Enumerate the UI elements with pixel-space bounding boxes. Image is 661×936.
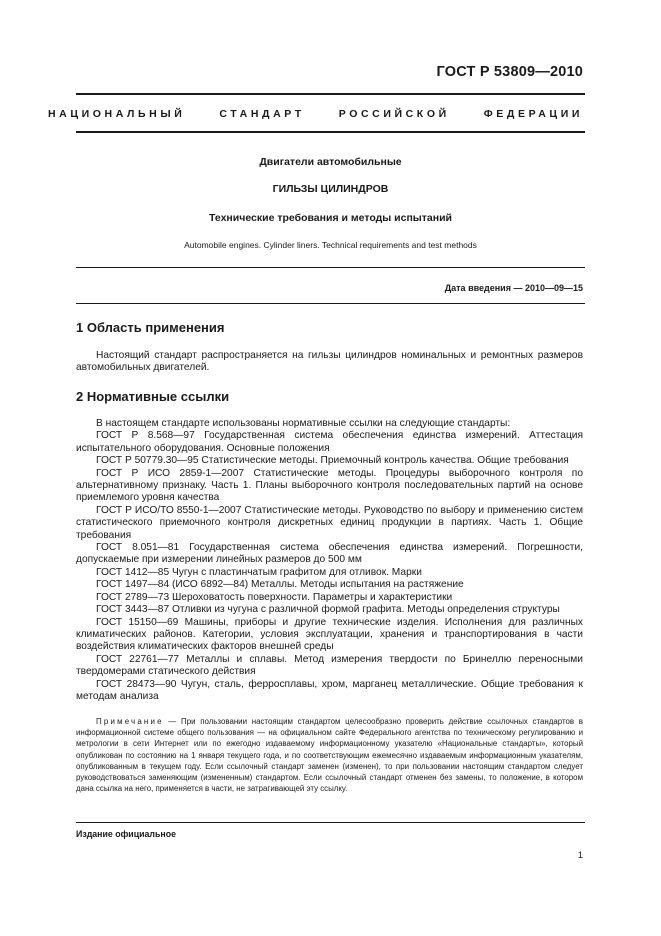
section-1-body xyxy=(76,350,583,375)
references-list xyxy=(76,418,583,703)
reference-item: ГОСТ 1497—84 (ИСО 6892—84) Металлы. Методы испытания на растяжение xyxy=(96,579,464,591)
footer-rule xyxy=(76,822,585,823)
note-block xyxy=(76,716,583,794)
date-rule-top xyxy=(76,267,585,268)
reference-item: ГОСТ Р ИСО 2859-1—2007 Статистические методы. Процедуры выборочного контроля по альтернативному признаку. Часть 1. Планы выборочного контроля последовательных партий на основе приемлемого уровня качества xyxy=(76,467,583,504)
reference-item: ГОСТ 1412—85 Чугун с пластинчатым графитом для отливок. Марки xyxy=(96,566,422,578)
national-standard-banner: НАЦИОНАЛЬНЫЙ СТАНДАРТ РОССИЙСКОЙ ФЕДЕРАЦИИ xyxy=(48,108,583,120)
reference-item: ГОСТ 22761—77 Металлы и сплавы. Метод измерения твердости по Бринеллю переносными твердомерами статического действия xyxy=(76,653,583,678)
date-rule-bottom xyxy=(76,303,585,304)
note-label: Примечание xyxy=(96,717,164,726)
edition-label: Издание официальное xyxy=(76,829,176,839)
note-paragraph xyxy=(76,716,583,794)
references-intro: В настоящем стандарте использованы нормативные ссылки на следующие стандарты: xyxy=(96,418,511,429)
reference-item: ГОСТ Р ИСО/ТО 8550-1—2007 Статистические методы. Руководство по выбору и применению систем статистического приемочного контроля дискретных единиц продукции в партиях. Часть 1. Общие требования xyxy=(76,504,583,541)
page-number: 1 xyxy=(577,850,583,861)
title-subtitle: Технические требования и методы испытаний xyxy=(209,212,452,224)
reference-item: ГОСТ Р 8.568—97 Государственная система обеспечения единства измерений. Аттестация испытательного оборудования. Основные положения xyxy=(76,430,583,454)
reference-item: ГОСТ 28473—90 Чугун, сталь, ферросплавы, хром, марганец металлические. Общие требования к методам анализа xyxy=(76,678,583,702)
section-2-heading: 2 Нормативные ссылки xyxy=(76,389,230,404)
note-text: — При пользовании настоящим стандартом целесообразно проверить действие ссылочных стандартов в информационной системе общего пользования — на официальном сайте Федерального агентства по техническому регулированию и метрологии в сети Интернет или по ежегодно издаваемому информационному указателю «Национальные стандарты», который опубликован по состоянию на 1 января текущего года, и по соответствующим ежемесячно издаваемым информационным указателям, опубликованным в текущем году. Если ссылочный стандарт заменен (изменен), то при пользовании настоящим стандартом следует руководствоваться заменяющим (измененным) стандартом. Если ссылочный стандарт отменен без замены, то положение, в котором дана ссылка на него, применяется в части, не затрагивающей эту ссылку. xyxy=(76,717,583,794)
reference-item: ГОСТ 8.051—81 Государственная система обеспечения единства измерений. Погрешности, допускаемые при измерении линейных размеров до 500 мм xyxy=(76,542,583,566)
header-rule-top xyxy=(76,93,585,95)
title-main: ГИЛЬЗЫ ЦИЛИНДРОВ xyxy=(272,183,389,195)
reference-item: ГОСТ Р 50779.30—95 Статистические методы. Приемочный контроль качества. Общие требования xyxy=(96,455,569,467)
reference-item: ГОСТ 3443—87 Отливки из чугуна с различной формой графита. Методы определения структуры xyxy=(96,604,560,616)
reference-item: ГОСТ 2789—73 Шероховатость поверхности. Параметры и характеристики xyxy=(96,591,453,603)
title-line-1: Двигатели автомобильные xyxy=(259,156,402,168)
section-1-heading: 1 Область применения xyxy=(76,320,225,335)
title-english: Automobile engines. Cylinder liners. Technical requirements and test methods xyxy=(184,240,477,250)
header-rule-bottom xyxy=(76,131,585,133)
document-number: ГОСТ Р 53809—2010 xyxy=(436,64,583,80)
introduction-date: Дата введения — 2010—09—15 xyxy=(444,283,583,293)
section-1-paragraph: Настоящий стандарт распространяется на гильзы цилиндров номинальных и ремонтных размеров автомобильных двигателей. xyxy=(76,350,583,374)
reference-item: ГОСТ 15150—69 Машины, приборы и другие технические изделия. Исполнения для различных климатических районов. Категории, условия эксплуатации, хранения и транспортирования в части воздействия климатических факторов внешней среды xyxy=(76,616,583,653)
